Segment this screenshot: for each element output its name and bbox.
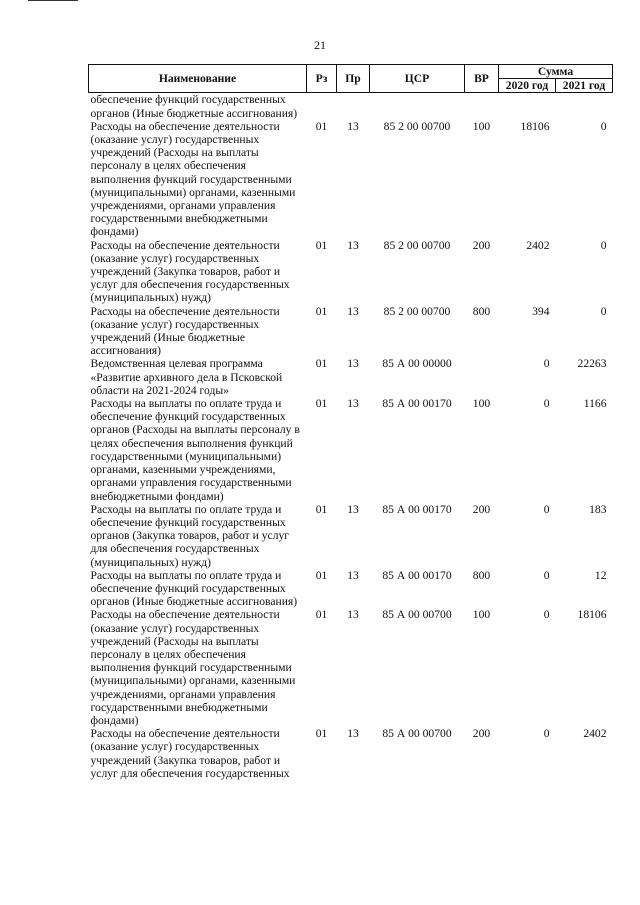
header-rz: Рз — [307, 65, 337, 93]
cell-pr: 13 — [347, 357, 359, 371]
cell-pr: 13 — [347, 568, 359, 582]
cell-sum-2020: 0 — [543, 357, 550, 371]
cell-pr — [337, 93, 370, 120]
cell-sum-2020 — [499, 93, 556, 120]
cell-vr: 200 — [472, 238, 491, 252]
cell-pr: 13 — [347, 502, 359, 516]
cell-vr: 100 — [472, 119, 491, 133]
table-row — [89, 608, 613, 727]
cell-sum-2021: 183 — [589, 502, 607, 516]
cell-name: обеспечение функций государственных органов (Иные бюджетные ассигнования) — [90, 93, 298, 120]
cell-csr: 85 А 00 00170 — [382, 502, 452, 516]
cell-sum-2020: 0 — [543, 727, 550, 741]
cell-rz: 01 — [315, 727, 328, 741]
cell-sum-2021: 18106 — [577, 608, 607, 622]
page-number: 21 — [314, 38, 326, 52]
cell-csr: 85 2 00 00700 — [383, 119, 451, 133]
cell-csr — [370, 93, 465, 120]
table-row — [89, 727, 613, 780]
cell-csr: 85 2 00 00700 — [383, 238, 451, 252]
cell-vr: 100 — [472, 397, 491, 411]
cell-name: Расходы на выплаты по оплате труда и обеспечение функций государственных органов (Закупка товаров, работ и услуг для обеспечения государственных (муниципальных) нужд) — [90, 502, 290, 569]
cell-name: Расходы на обеспечение деятельности (оказание услуг) государственных учреждений (Закупка товаров, работ и услуг для обеспечения государственных — [90, 727, 290, 780]
table-body — [89, 93, 613, 780]
cell-name: Расходы на обеспечение деятельности (оказание услуг) государственных учреждений (Закупка товаров, работ и услуг для обеспечения государственных (муниципальных) нужд) — [90, 238, 290, 305]
cell-name: Расходы на выплаты по оплате труда и обеспечение функций государственных органов (Иные бюджетные ассигнования) — [90, 568, 298, 609]
cell-csr: 85 А 00 00170 — [382, 568, 452, 582]
cell-sum-2020: 2402 — [526, 238, 550, 252]
header-pr: Пр — [337, 65, 370, 93]
header-2021: 2021 год — [556, 79, 613, 93]
header-name: Наименование — [89, 65, 307, 93]
cell-csr: 85 А 00 00700 — [382, 727, 452, 741]
cell-rz: 01 — [315, 568, 328, 582]
cell-rz: 01 — [315, 119, 328, 133]
cell-vr — [465, 357, 499, 397]
cell-pr: 13 — [347, 397, 359, 411]
cell-pr: 13 — [347, 238, 359, 252]
cell-rz: 01 — [315, 238, 328, 252]
cell-pr: 13 — [347, 727, 359, 741]
cell-rz: 01 — [315, 357, 328, 371]
table-row — [89, 569, 613, 609]
cell-vr: 800 — [472, 568, 491, 582]
cell-rz: 01 — [315, 608, 328, 622]
cell-vr: 200 — [472, 502, 491, 516]
cell-rz: 01 — [315, 397, 328, 411]
cell-pr: 13 — [347, 608, 359, 622]
cell-sum-2020: 0 — [543, 397, 550, 411]
cell-name: Расходы на обеспечение деятельности (оказание услуг) государственных учреждений (Расходы на выплаты персоналу в целях обеспечения выполнения функций государственными (муниципальными) органами, казенными учреждениями, органами управления государственными внебюджетными фондами) — [90, 119, 296, 239]
page-edge-line — [28, 0, 78, 1]
cell-sum-2021: 0 — [600, 304, 607, 318]
table-row — [89, 239, 613, 305]
cell-vr — [465, 93, 499, 120]
cell-rz: 01 — [315, 502, 328, 516]
header-2020: 2020 год — [499, 79, 556, 93]
cell-rz — [307, 93, 337, 120]
header-vr: ВР — [465, 65, 499, 93]
cell-pr: 13 — [347, 119, 359, 133]
table-row — [89, 305, 613, 358]
cell-csr: 85 А 00 00700 — [382, 608, 452, 622]
cell-csr: 85 2 00 00700 — [383, 304, 451, 318]
cell-sum-2021: 1166 — [583, 397, 607, 411]
cell-name: Расходы на обеспечение деятельности (оказание услуг) государственных учреждений (Расходы на выплаты персоналу в целях обеспечения выполнения функций государственными (муниципальными) органами, казенными учреждениями, органами управления государственными внебюджетными фондами) — [90, 608, 296, 727]
cell-vr: 200 — [472, 727, 491, 741]
table-row — [89, 503, 613, 569]
cell-name: Расходы на обеспечение деятельности (оказание услуг) государственных учреждений (Иные бюджетные ассигнования) — [90, 304, 280, 358]
cell-rz: 01 — [315, 304, 328, 318]
cell-sum-2020: 394 — [532, 304, 550, 318]
cell-sum-2020: 18106 — [520, 119, 550, 133]
table-row — [89, 93, 613, 120]
cell-sum-2021 — [556, 93, 613, 120]
cell-name: Расходы на выплаты по оплате труда и обеспечение функций государственных органов (Расходы на выплаты персоналу в целях обеспечения выполнения функций государственными (муниципальными) органами, казенными учреждениями, органами управления государственными внебюджетными фондами) — [90, 397, 300, 503]
cell-sum-2021: 0 — [600, 238, 607, 252]
table-header — [89, 65, 613, 93]
header-csr: ЦСР — [370, 65, 465, 93]
header-sum: Сумма — [499, 65, 613, 79]
cell-vr: 100 — [472, 608, 491, 622]
cell-sum-2021: 12 — [594, 568, 607, 582]
budget-table — [88, 64, 613, 780]
cell-sum-2021: 0 — [600, 119, 607, 133]
cell-pr: 13 — [347, 304, 359, 318]
cell-sum-2020: 0 — [543, 568, 550, 582]
cell-vr: 800 — [472, 304, 491, 318]
cell-sum-2021: 22263 — [577, 357, 607, 371]
table-row — [89, 397, 613, 503]
cell-sum-2021: 2402 — [583, 727, 607, 741]
table-row — [89, 120, 613, 239]
cell-csr: 85 А 00 00170 — [382, 397, 452, 411]
cell-csr: 85 А 00 00000 — [382, 357, 452, 371]
cell-name: Ведомственная целевая программа «Развитие архивного дела в Псковской области на 2021-2024 годы» — [90, 357, 283, 397]
cell-sum-2020: 0 — [543, 502, 550, 516]
table-row — [89, 357, 613, 397]
cell-sum-2020: 0 — [543, 608, 550, 622]
